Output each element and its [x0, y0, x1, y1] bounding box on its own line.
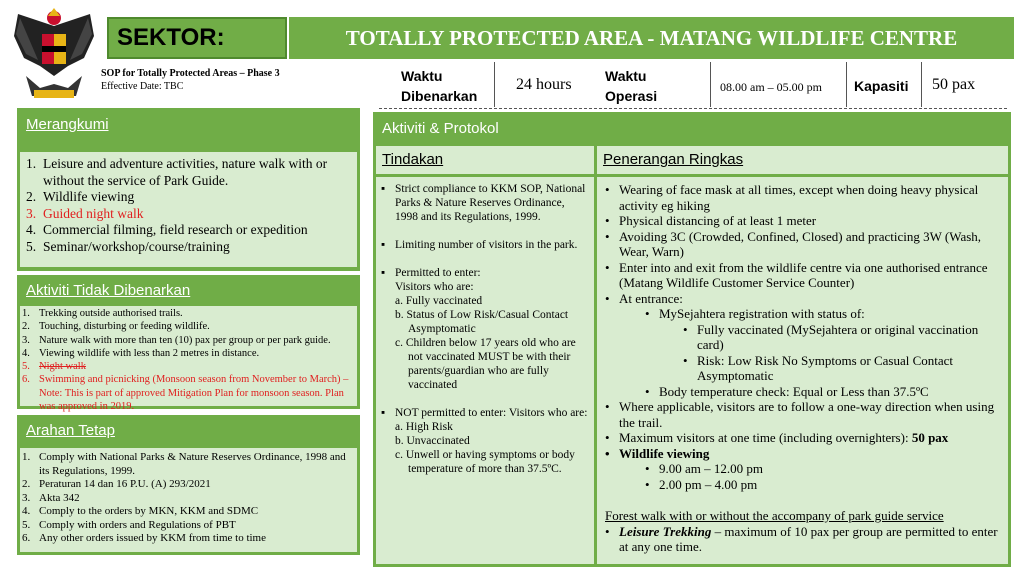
penerangan-item: • Leisure Trekking – maximum of 10 pax per group are permitted to enter at any one time.	[605, 523, 998, 554]
header-dashed-divider	[379, 108, 1007, 109]
arahan-tetap-header	[20, 418, 357, 446]
kapasiti-label: Kapasiti	[854, 78, 909, 94]
penerangan-item: • Wildlife viewing	[605, 445, 710, 461]
aktiviti-title: Aktiviti & Protokol	[382, 120, 499, 137]
penerangan-item: • Enter into and exit from the wildlife centre via one authorised entrance (Matang Wildlife Customer Service Counter)	[605, 259, 988, 290]
penerangan-subitem: • Risk: Low Risk No Symptoms or Casual Contact Asymptomatic	[683, 352, 954, 383]
penerangan-subitem: • Fully vaccinated (MySejahtera or original vaccination card)	[683, 321, 979, 352]
tidak-dibenarkan-body	[20, 306, 357, 413]
waktu-operasi-label-line2: Operasi	[605, 88, 658, 104]
tindakan-subitem: b. Unvaccinated	[395, 435, 470, 447]
penerangan-column	[597, 177, 1008, 564]
list-item: 3. Nature walk with more than ten (10) pax per group or per park guide.	[22, 334, 331, 346]
arahan-tetap-body	[20, 448, 357, 552]
merangkumi-title: Merangkumi	[26, 116, 109, 133]
divider	[921, 62, 922, 107]
penerangan-item: • Wearing of face mask at all times, except when doing heavy physical activity eg hiking	[605, 182, 979, 213]
kapasiti-value: 50 pax	[932, 76, 976, 93]
penerangan-subitem: • 2.00 pm – 4.00 pm	[645, 476, 758, 492]
tindakan-subitem: c. Unwell or having symptoms or body temperature of more than 37.5ºC.	[395, 449, 575, 475]
effective-date: Effective Date: TBC	[101, 81, 184, 92]
sektor-colon: :	[216, 24, 225, 51]
divider	[710, 62, 711, 107]
aktiviti-header	[376, 115, 1008, 143]
waktu-dibenarkan-label-line2: Dibenarkan	[401, 88, 478, 104]
waktu-dibenarkan-value: 24 hours	[516, 76, 572, 93]
tindakan-subitem: b. Status of Low Risk/Casual Contact Asymptomatic	[395, 309, 569, 335]
penerangan-item: • Where applicable, visitors are to follow a one-way direction when using the trail.	[605, 399, 995, 430]
tindakan-col-header	[376, 146, 594, 174]
tidak-dibenarkan-list	[20, 307, 353, 413]
list-item: 3. Akta 342	[22, 491, 80, 504]
page-title: TOTALLY PROTECTED AREA - MATANG WILDLIFE CENTRE	[345, 26, 958, 50]
list-item: 4. Viewing wildlife with less than 2 metres in distance.	[22, 347, 260, 359]
waktu-operasi-label	[605, 66, 657, 106]
waktu-dibenarkan-label	[401, 66, 477, 106]
list-item: 5. Comply with orders and Regulations of PBT	[22, 518, 236, 531]
sop-info	[101, 67, 280, 93]
tidak-dibenarkan-title: Aktiviti Tidak Dibenarkan	[26, 282, 191, 299]
penerangan-subitem: • 9.00 am – 12.00 pm	[645, 461, 763, 476]
arahan-tetap-title: Arahan Tetap	[26, 422, 115, 439]
waktu-operasi-value: 08.00 am – 05.00 pm	[720, 80, 822, 94]
list-item: 3. Guided night walk	[26, 205, 144, 221]
sop-line: SOP for Totally Protected Areas – Phase 3	[101, 68, 280, 79]
list-item: 5. Night walk	[22, 361, 86, 373]
tidak-dibenarkan-header	[20, 278, 357, 304]
list-item: 1. Trekking outside authorised trails.	[22, 308, 183, 319]
sarawak-coat-of-arms-icon	[10, 6, 98, 102]
penerangan-subitem: • MySejahtera registration with status of:	[645, 306, 865, 321]
forest-walk-heading: Forest walk with or without the accompany of park guide service	[605, 508, 944, 523]
list-item: 2. Peraturan 14 dan 16 P.U. (A) 293/2021	[22, 478, 211, 490]
list-item: 1. Leisure and adventure activities, nature walk with or without the service of Park Guide.	[26, 156, 328, 188]
tindakan-column	[376, 177, 594, 564]
sektor-label: SEKTOR	[117, 24, 217, 51]
penerangan-subitem: • Body temperature check: Equal or Less than 37.5ºC	[645, 383, 929, 399]
merangkumi-header	[20, 111, 357, 147]
tindakan-subitem: a. High Risk	[395, 421, 453, 433]
penerangan-item: • Physical distancing of at least 1 meter	[605, 213, 817, 228]
waktu-dibenarkan-label-line1: Waktu	[401, 68, 443, 84]
list-item: 5. Seminar/workshop/course/training	[26, 238, 230, 254]
divider	[494, 62, 495, 107]
tindakan-subitem: c. Children below 17 years old who are not vaccinated MUST be with their parents/guardian who are fully vaccinated	[395, 337, 576, 391]
list-item: 6. Swimming and picnicking (Monsoon season from November to March) – Note: This is part of approved Mitigation Plan for monsoon season. Plan was approved in 2019.	[22, 374, 349, 413]
list-item: 2. Wildlife viewing	[26, 189, 135, 204]
penerangan-title: Penerangan Ringkas	[603, 151, 744, 168]
tindakan-subtext: Visitors who are:	[395, 281, 474, 293]
tindakan-item: ▪ Strict compliance to KKM SOP, National Parks & Nature Reserves Ordinance, 1998 and its Regulations, 1999.	[381, 183, 586, 223]
tindakan-item: ▪ Limiting number of visitors in the park.	[381, 239, 578, 251]
list-item: 1. Comply with National Parks & Nature Reserves Ordinance, 1998 and its Regulations, 1999.	[22, 451, 346, 477]
tindakan-title: Tindakan	[382, 151, 444, 168]
divider	[846, 62, 847, 107]
penerangan-item: • At entrance:	[605, 290, 683, 306]
list-item: 6. Any other orders issued by KKM from time to time	[22, 532, 266, 544]
tindakan-item: ▪ Permitted to enter:	[381, 267, 481, 279]
tindakan-subitem: a. Fully vaccinated	[395, 295, 483, 307]
penerangan-item: • Avoiding 3C (Crowded, Confined, Closed) and practicing 3W (Wash, Wear, Warn)	[605, 228, 982, 259]
penerangan-col-header	[597, 146, 1008, 174]
sektor-label-box	[107, 17, 287, 59]
penerangan-item: • Maximum visitors at one time (including overnighters): 50 pax	[605, 430, 949, 445]
tindakan-item: ▪ NOT permitted to enter: Visitors who are:	[381, 407, 588, 419]
merangkumi-body	[20, 152, 357, 267]
list-item: 4. Comply to the orders by MKN, KKM and SDMC	[22, 505, 259, 517]
arahan-tetap-list	[20, 451, 353, 546]
waktu-operasi-label-line1: Waktu	[605, 68, 647, 84]
list-item: 4. Commercial filming, field research or expedition	[26, 222, 308, 237]
merangkumi-list	[26, 156, 351, 255]
title-banner	[289, 17, 1014, 59]
list-item: 2. Touching, disturbing or feeding wildlife.	[22, 321, 210, 333]
